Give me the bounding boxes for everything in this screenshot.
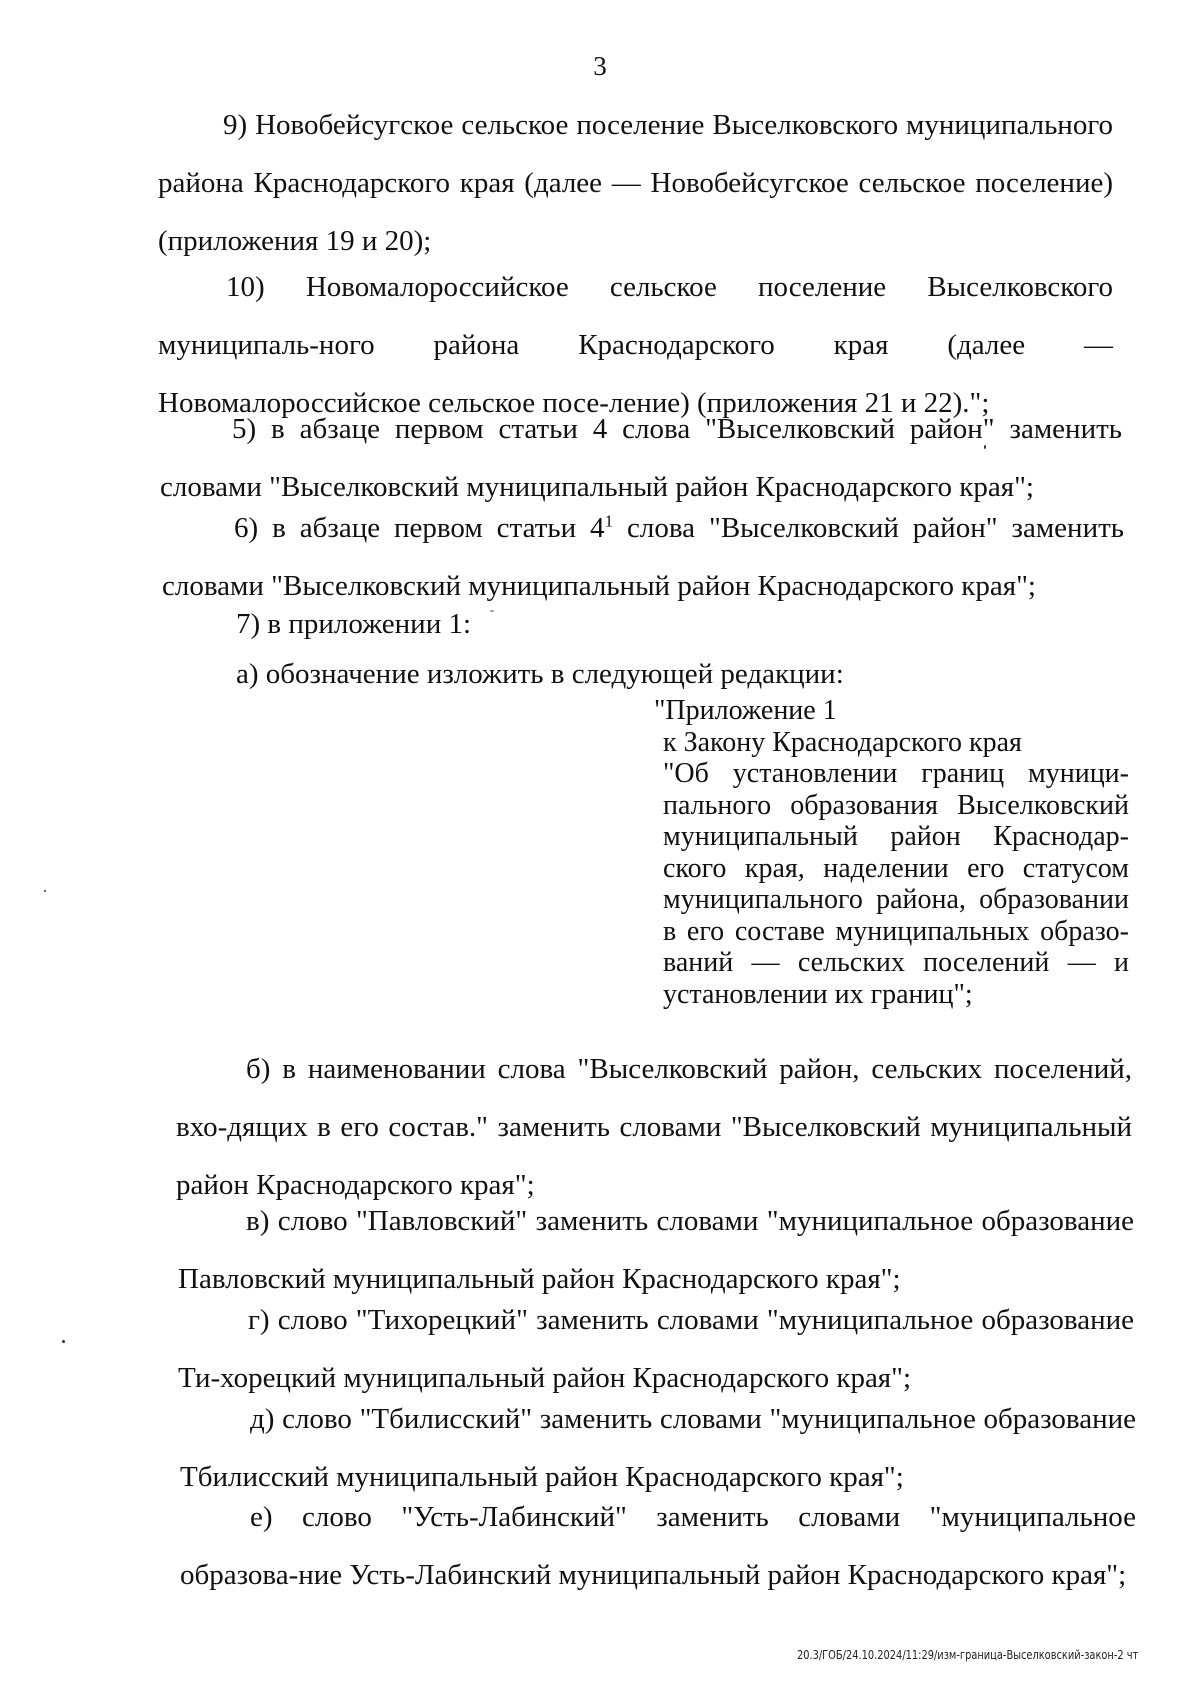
paragraph-text-end: слова "Выселковский район" заменить словами "Выселковский муниципальный район Краснодарского края";: [162, 512, 1124, 602]
paragraph-text: а) обозначение изложить в следующей редакции:: [236, 658, 844, 690]
document-footer: 20.3/ГОБ/24.10.2024/11:29/изм-граница-Выселковский-закон-2 чт: [796, 1648, 1138, 1662]
paragraph-text-start: 6) в абзаце первом статьи 4: [234, 512, 605, 544]
page-number: 3: [593, 51, 607, 81]
scan-speck: [62, 1340, 65, 1343]
appendix-title: "Приложение 1: [654, 695, 837, 726]
appendix-law-title: "Об установлении границ муници-пального образования Выселковский муниципальный район Краснодар-ского края, наделении его статусом муниципального района, образовании в его составе муниципальных образо-ваний — сельских поселений — и установлении их границ";: [663, 758, 1129, 1010]
article-superscript: 1: [604, 511, 614, 531]
paragraph-text: 9) Новобейсугское сельское поселение Выселковского муниципального района Краснодарского края (далее — Новобейсугское сельское поселение) (приложения 19 и 20);: [158, 109, 1113, 257]
paragraph-text: г) слово "Тихорецкий" заменить словами "муниципальное образование Ти-хорецкий муниципальный район Краснодарского края";: [178, 1304, 1134, 1394]
paragraph-text: 10) Новомалороссийское сельское поселение Выселковского муниципаль-ного района Краснодарского края (далее — Новомалороссийское сельское посе-ление) (приложения 21 и 22).";: [158, 271, 1113, 419]
paragraph-text: д) слово "Тбилисский" заменить словами "муниципальное образование Тбилисский муниципальный район Краснодарского края";: [180, 1403, 1136, 1493]
scan-speck: [44, 890, 46, 892]
scan-speck: [490, 610, 494, 612]
paragraph-item-b: [176, 1040, 1132, 1214]
paragraph-text: в) слово "Павловский" заменить словами "муниципальное образование Павловский муниципальный район Краснодарского края";: [178, 1205, 1134, 1295]
paragraph-item-e: [180, 1488, 1136, 1604]
paragraph-text: б) в наименовании слова "Выселковский район, сельских поселений, вхо-дящих в его состав." заменить словами "Выселковский муниципальный район Краснодарского края";: [176, 1053, 1132, 1201]
paragraph-text: е) слово "Усть-Лабинский" заменить словами "муниципальное образова-ние Усть-Лабинский муниципальный район Краснодарского края";: [180, 1501, 1136, 1591]
appendix-law-ref: к Закону Краснодарского края: [663, 726, 1022, 758]
scan-speck: [984, 445, 986, 449]
appendix-header: [654, 695, 1129, 1010]
paragraph-text: 7) в приложении 1:: [236, 608, 472, 640]
paragraph-text: 5) в абзаце первом статьи 4 слова "Выселковский район" заменить словами "Выселковский муниципальный район Краснодарского края";: [160, 413, 1122, 503]
paragraph-item-9: [158, 96, 1113, 270]
